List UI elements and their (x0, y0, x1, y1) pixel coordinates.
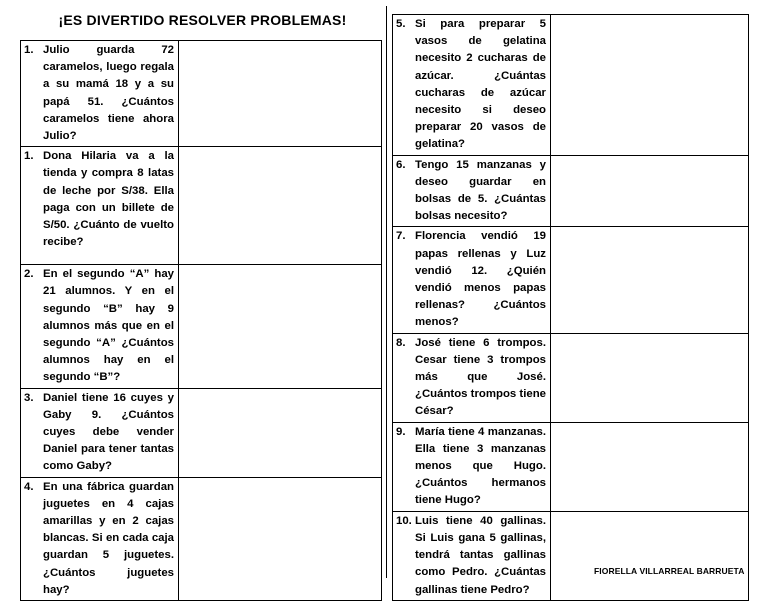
problem-number: 10. (396, 514, 412, 527)
problem-row (21, 265, 382, 388)
problem-number: 2. (24, 268, 34, 281)
problem-number: 4. (24, 480, 34, 493)
problem-row (21, 147, 382, 265)
problem-text: Julio guarda 72 caramelos, luego regala a su mamá 18 y a su papá 51. ¿Cuántos caramelos tiene ahora Julio? (43, 44, 174, 143)
problem-text: Daniel tiene 16 cuyes y Gaby 9. ¿Cuántos cuyes debe vender Daniel para tener tantas como Gaby? (43, 391, 174, 473)
problem-cell (393, 511, 551, 600)
problem-cell (393, 422, 551, 511)
problem-text: José tiene 6 trompos. Cesar tiene 3 trompos más que José. ¿Cuántos trompos tiene César? (415, 336, 546, 418)
problem-cell (21, 41, 179, 147)
problem-row (21, 41, 382, 147)
problem-row (393, 511, 749, 600)
problem-row (21, 388, 382, 477)
author-credit: FIORELLA VILLARREAL BARRUETA (594, 566, 745, 576)
problem-text: Florencia vendió 19 papas rellenas y Luz vendió 12. ¿Quién vendió menos papas rellenas? ¿Cuántos menos? (415, 230, 546, 329)
answer-cell[interactable] (551, 155, 749, 227)
answer-cell[interactable] (179, 265, 382, 388)
problem-number: 5. (396, 18, 406, 30)
problem-cell (393, 333, 551, 422)
problem-number: 1. (24, 44, 34, 56)
problem-number: 1. (24, 150, 34, 163)
problem-text: Tengo 15 manzanas y deseo guardar en bolsas de 5. ¿Cuántas bolsas necesito? (415, 158, 546, 223)
problem-cell (393, 227, 551, 333)
problem-text: Luis tiene 40 gallinas. Si Luis gana 5 gallinas, tendrá tantas gallinas como Pedro. ¿Cuántas gallinas tiene Pedro? (415, 514, 546, 596)
problem-number: 9. (396, 425, 406, 438)
problem-text: En una fábrica guardan juguetes en 4 cajas amarillas y en 2 cajas blancas. Si en cada caja guardan 5 juguetes. ¿Cuántos juguetes hay? (43, 480, 174, 596)
problem-number: 3. (24, 391, 34, 404)
problem-cell (21, 477, 179, 600)
problem-number: 7. (396, 230, 406, 243)
answer-cell[interactable] (551, 333, 749, 422)
problem-cell (393, 155, 551, 227)
right-problem-table (392, 14, 749, 601)
column-divider (386, 6, 387, 578)
problem-row (21, 477, 382, 600)
answer-cell[interactable] (179, 477, 382, 600)
worksheet-title: ¡ES DIVERTIDO RESOLVER PROBLEMAS! (58, 12, 347, 28)
problem-number: 8. (396, 336, 406, 349)
answer-cell[interactable] (179, 388, 382, 477)
answer-cell[interactable] (179, 147, 382, 265)
problem-number: 6. (396, 158, 406, 171)
problem-cell (21, 388, 179, 477)
problem-row (393, 15, 749, 156)
answer-cell[interactable] (179, 41, 382, 147)
problem-cell (21, 265, 179, 388)
problem-text: María tiene 4 manzanas. Ella tiene 3 manzanas menos que Hugo. ¿Cuántos hermanos tiene Hugo? (415, 425, 546, 507)
answer-cell[interactable] (551, 15, 749, 156)
problem-row (393, 333, 749, 422)
problem-row (393, 155, 749, 227)
answer-cell[interactable] (551, 511, 749, 600)
problem-row (393, 227, 749, 333)
problem-text: Dona Hilaria va a la tienda y compra 8 latas de leche por S/38. Ella paga con un billete de S/50. ¿Cuánto de vuelto recibe? (43, 150, 174, 249)
problem-cell (393, 15, 551, 156)
problem-row (393, 422, 749, 511)
problem-text: Si para preparar 5 vasos de gelatina necesito 2 cucharas de azúcar. ¿Cuántas cucharas de azúcar necesito si deseo preparar 20 vasos de gelatina? (415, 18, 546, 151)
left-problem-table (20, 40, 382, 601)
answer-cell[interactable] (551, 227, 749, 333)
answer-cell[interactable] (551, 422, 749, 511)
problem-cell (21, 147, 179, 265)
problem-text: En el segundo “A” hay 21 alumnos. Y en el segundo “B” hay 9 alumnos más que en el segundo “A” ¿Cuántos alumnos hay en el segundo “B”? (43, 268, 174, 384)
